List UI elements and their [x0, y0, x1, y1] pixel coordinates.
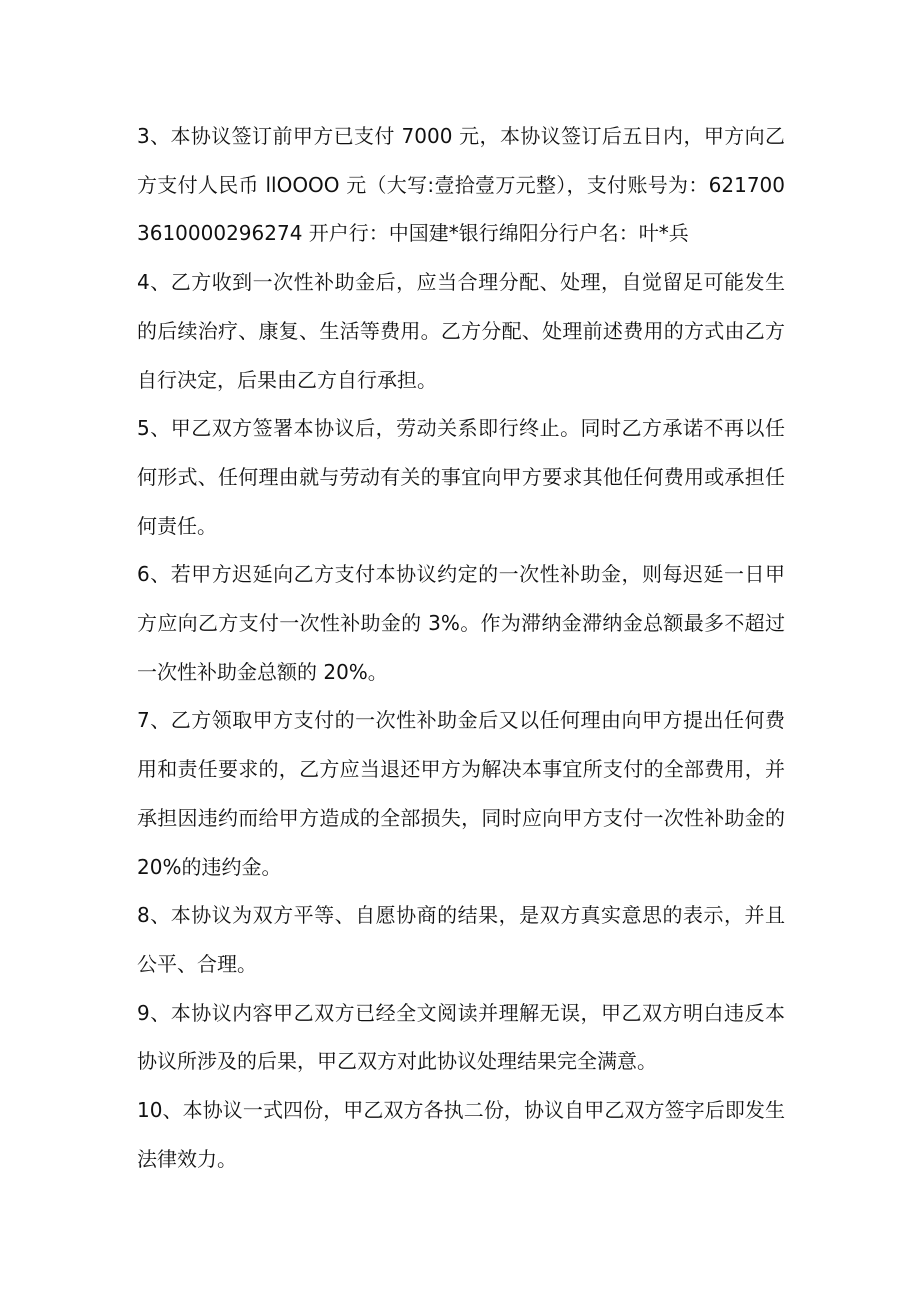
agreement-body [137, 112, 785, 1183]
clause-7: 7、乙方领取甲方支付的一次性补助金后又以任何理由向甲方提出任何费用和责任要求的，乙方应当退还甲方为解决本事宜所支付的全部费用，并承担因违约而给甲方造成的全部损失，同时应向甲方支付一次性补助金的 20%的违约金。 [137, 708, 785, 879]
clause-4: 4、乙方收到一次性补助金后，应当合理分配、处理，自觉留足可能发生的后续治疗、康复、生活等费用。乙方分配、处理前述费用的方式由乙方自行决定，后果由乙方自行承担。 [137, 270, 785, 392]
clause-10: 10、本协议一式四份，甲乙双方各执二份，协议自甲乙双方签字后即发生法律效力。 [137, 1098, 785, 1171]
clause-5: 5、甲乙双方签署本协议后，劳动关系即行终止。同时乙方承诺不再以任何形式、任何理由就与劳动有关的事宜向甲方要求其他任何费用或承担任何责任。 [137, 416, 785, 538]
clause-3: 3、本协议签订前甲方已支付 7000 元，本协议签订后五日内，甲方向乙方支付人民币 llOOOO 元（大写:壹拾壹万元整），支付账号为：6217003610000296274 开户行：中国建*银行绵阳分行户名：叶*兵 [137, 124, 785, 246]
clause-9: 9、本协议内容甲乙双方已经全文阅读并理解无误，甲乙双方明白违反本协议所涉及的后果，甲乙双方对此协议处理结果完全满意。 [137, 1000, 785, 1074]
clause-6: 6、若甲方迟延向乙方支付本协议约定的一次性补助金，则每迟延一日甲方应向乙方支付一次性补助金的 3%。作为滞纳金滞纳金总额最多不超过一次性补助金总额的 20%。 [137, 562, 785, 684]
clause-8: 8、本协议为双方平等、自愿协商的结果，是双方真实意思的表示，并且公平、合理。 [137, 903, 785, 976]
